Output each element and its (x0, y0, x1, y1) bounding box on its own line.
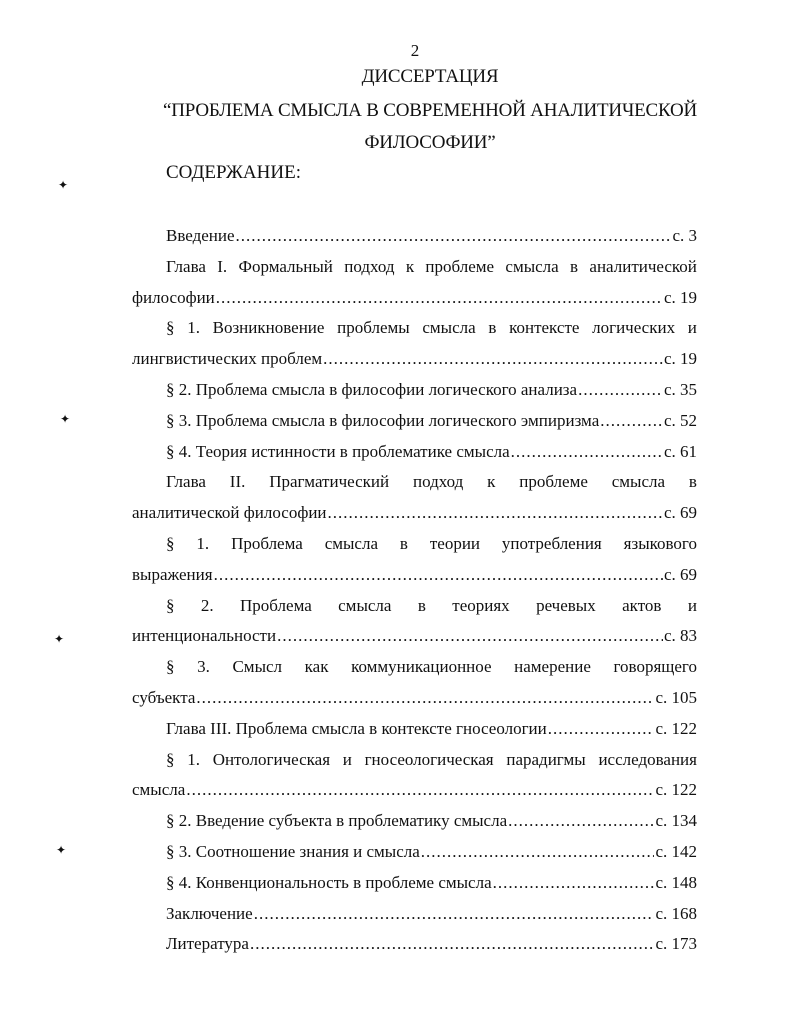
dot-leader (277, 626, 663, 646)
toc-entry (132, 349, 697, 369)
toc-page-number: с. 52 (663, 411, 697, 430)
toc-word: теории (429, 534, 481, 553)
toc-word: Проблема (231, 534, 303, 553)
toc-entry (132, 503, 697, 523)
toc-word: § (166, 318, 175, 337)
toc-word: § (166, 596, 175, 615)
toc-word: теориях (452, 596, 510, 615)
toc-entry-title: Глава III. Проблема смысла в контексте гносеологии (166, 719, 547, 738)
toc-page-number: с. 142 (655, 842, 697, 861)
dot-leader (214, 565, 663, 585)
toc-word: и (687, 596, 697, 615)
toc-word: логических (592, 318, 676, 337)
toc-word: проблеме (425, 257, 495, 276)
toc-word: § (166, 750, 175, 769)
toc-word: подход (344, 257, 395, 276)
dot-leader (548, 719, 655, 739)
toc-word: Проблема (240, 596, 312, 615)
toc-word: I. (217, 257, 228, 276)
toc-word: смысла (338, 596, 392, 615)
toc-entry-title: § 3. Проблема смысла в философии логического эмпиризма (166, 411, 600, 430)
dot-leader (328, 503, 663, 523)
toc-word: проблеме (519, 472, 588, 491)
dot-leader (186, 780, 654, 800)
toc-entry (132, 688, 697, 708)
dot-leader (254, 904, 655, 924)
toc-word: смысла (611, 472, 666, 491)
dot-leader (421, 842, 655, 862)
toc-entry-title: § 2. Введение субъекта в проблематику смысла (166, 811, 508, 830)
toc-word: к (405, 257, 415, 276)
toc-entry (166, 811, 697, 831)
toc-word: и (342, 750, 352, 769)
toc-entry (166, 411, 697, 431)
toc-word: гносеологическая (364, 750, 494, 769)
toc-page-number: с. 35 (663, 380, 697, 399)
toc-word: подход (412, 472, 464, 491)
dissertation-title-line-2: ФИЛОСОФИИ” (364, 132, 496, 153)
dot-leader (511, 442, 663, 462)
toc-entry (166, 904, 697, 924)
dot-leader (323, 349, 663, 369)
toc-page-number: с. 83 (663, 626, 697, 645)
toc-word: § (166, 657, 175, 676)
toc-entry (166, 873, 697, 893)
toc-word: и (687, 318, 697, 337)
toc-word: парадигмы (506, 750, 586, 769)
toc-word: Прагматический (269, 472, 390, 491)
toc-entry-line (166, 596, 697, 616)
toc-entry-line (166, 750, 697, 770)
toc-page-number: с. 173 (655, 934, 697, 953)
toc-entry (166, 380, 697, 400)
toc-word: Глава (166, 257, 206, 276)
toc-page-number: с. 148 (655, 873, 697, 892)
toc-entry-title: смысла (132, 780, 186, 799)
toc-word: намерение (514, 657, 591, 676)
toc-page-number: с. 122 (655, 719, 697, 738)
toc-word: Смысл (232, 657, 283, 676)
toc-word: в (417, 596, 426, 615)
toc-word: языкового (623, 534, 697, 553)
toc-word: в (399, 534, 408, 553)
toc-page-number: с. 122 (655, 780, 697, 799)
toc-word: § (166, 534, 175, 553)
toc-word: говорящего (613, 657, 697, 676)
margin-mark: ✦ (54, 632, 65, 646)
toc-word: в (488, 318, 497, 337)
toc-entry-title: § 2. Проблема смысла в философии логического анализа (166, 380, 578, 399)
toc-page-number: с. 105 (655, 688, 697, 707)
toc-word: смысла (324, 534, 378, 553)
toc-word: Формальный (238, 257, 333, 276)
toc-entry-title: Заключение (166, 904, 253, 923)
toc-word: Глава (166, 472, 206, 491)
toc-entry (166, 719, 697, 739)
toc-entry-title: Литература (166, 934, 249, 953)
toc-entry-title: § 4. Конвенциональность в проблеме смысла (166, 873, 492, 892)
toc-word: употребления (501, 534, 602, 553)
toc-word: проблемы (337, 318, 410, 337)
toc-page-number: с. 3 (672, 226, 697, 245)
toc-page-number: с. 134 (655, 811, 697, 830)
toc-entry (166, 226, 697, 246)
toc-entry-title: философии (132, 288, 215, 307)
dot-leader (578, 380, 663, 400)
toc-word: как (304, 657, 329, 676)
toc-page-number: с. 19 (663, 288, 697, 307)
toc-word: 3. (197, 657, 210, 676)
toc-word: в (570, 257, 579, 276)
toc-entry (132, 565, 697, 585)
dot-leader (216, 288, 663, 308)
dot-leader (236, 226, 672, 246)
toc-entry (132, 288, 697, 308)
toc-word: контексте (509, 318, 580, 337)
toc-entry-title: § 4. Теория истинности в проблематике смысла (166, 442, 510, 461)
toc-page-number: с. 61 (663, 442, 697, 461)
toc-entry-line (166, 657, 697, 677)
toc-page-number: с. 168 (655, 904, 697, 923)
toc-entry (166, 842, 697, 862)
toc-word: коммуникационное (351, 657, 492, 676)
toc-word: смысла (505, 257, 559, 276)
toc-word: смысла (422, 318, 476, 337)
toc-word: Онтологическая (212, 750, 331, 769)
margin-mark: ✦ (60, 412, 71, 426)
margin-mark: ✦ (56, 843, 67, 857)
toc-page-number: с. 19 (663, 349, 697, 368)
toc-word: 2. (200, 596, 214, 615)
dot-leader (250, 934, 654, 954)
page-number: 2 (410, 41, 420, 60)
dot-leader (508, 811, 654, 831)
toc-entry (132, 780, 697, 800)
toc-word: в (688, 472, 697, 491)
dot-leader (196, 688, 654, 708)
toc-entry-title: интенциональности (132, 626, 277, 645)
toc-entry (166, 442, 697, 462)
toc-word: 1. (187, 750, 200, 769)
toc-entry-line (166, 257, 697, 277)
toc-entry-title: лингвистических проблем (132, 349, 323, 368)
dot-leader (493, 873, 655, 893)
toc-word: актов (622, 596, 662, 615)
toc-word: II. (229, 472, 246, 491)
dissertation-heading: ДИССЕРТАЦИЯ (361, 66, 499, 87)
toc-word: 1. (196, 534, 210, 553)
toc-entry-line (166, 318, 697, 338)
dot-leader (600, 411, 663, 431)
toc-entry (132, 626, 697, 646)
toc-entry-title: субъекта (132, 688, 196, 707)
toc-word: исследования (598, 750, 697, 769)
toc-word: Возникновение (212, 318, 325, 337)
toc-entry-title: выражения (132, 565, 213, 584)
toc-entry (166, 934, 697, 954)
margin-mark: ✦ (58, 178, 69, 192)
toc-word: 1. (187, 318, 200, 337)
toc-word: речевых (536, 596, 596, 615)
dissertation-title-line-1: “ПРОБЛЕМА СМЫСЛА В СОВРЕМЕННОЙ АНАЛИТИЧЕСКОЙ (162, 100, 698, 121)
toc-page-number: с. 69 (663, 503, 697, 522)
toc-entry-title: аналитической философии (132, 503, 327, 522)
toc-entry-title: § 3. Соотношение знания и смысла (166, 842, 420, 861)
toc-word: аналитической (589, 257, 697, 276)
toc-entry-line (166, 472, 697, 492)
toc-page-number: с. 69 (663, 565, 697, 584)
toc-word: к (487, 472, 496, 491)
toc-entry-line (166, 534, 697, 554)
contents-label: СОДЕРЖАНИЕ: (166, 162, 301, 183)
toc-entry-title: Введение (166, 226, 235, 245)
